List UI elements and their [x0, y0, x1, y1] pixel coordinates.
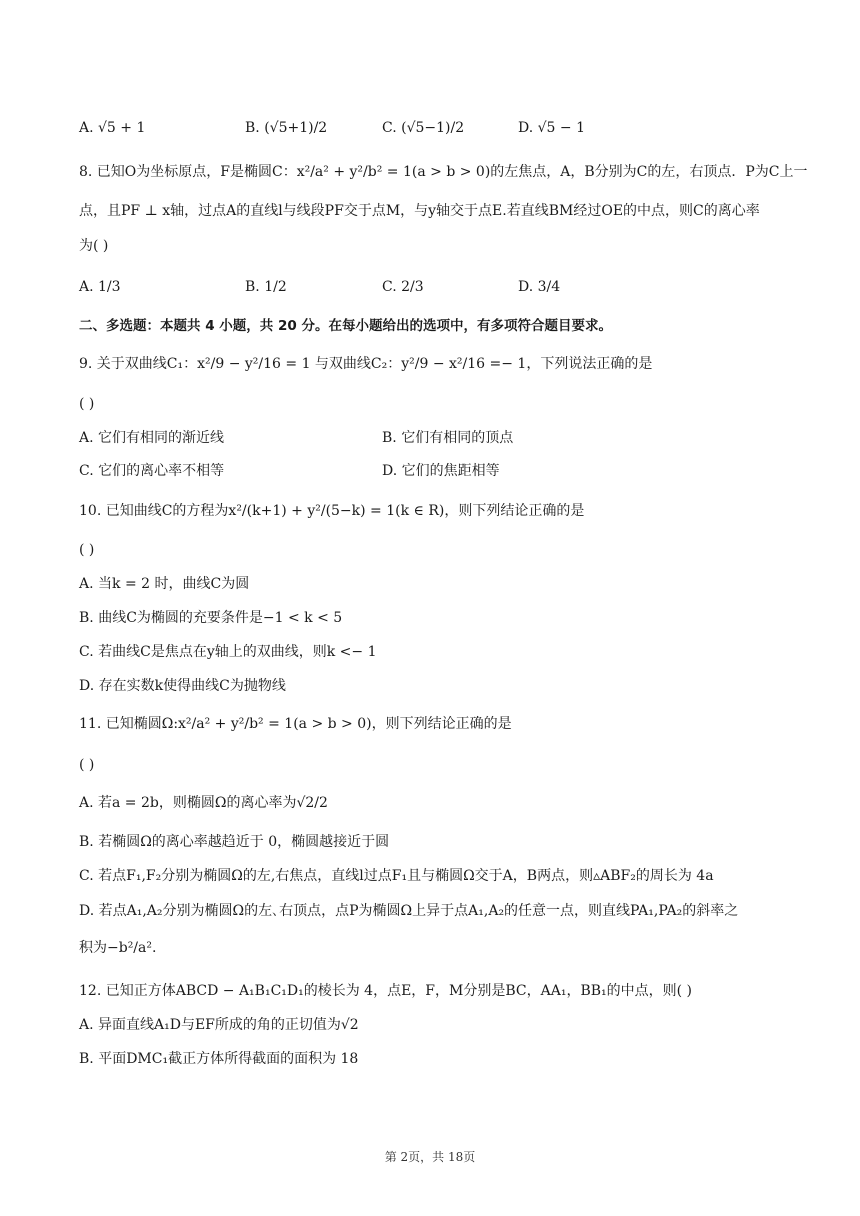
q12-option-a: A. 异面直线A₁D与EF所成的角的正切值为√2: [79, 1017, 359, 1033]
q11-option-c: C. 若点F₁,F₂分别为椭圆Ω的左,右焦点，直线l过点F₁且与椭圆Ω交于A，B两点，则▵ABF₂的周长为 4a: [79, 868, 714, 884]
section-heading: 二、多选题：本题共 4 小题，共 20 分。在每小题给出的选项中，有多项符合题目要求。: [79, 318, 612, 334]
q11-paren: ( ): [79, 757, 95, 773]
q12-option-b: B. 平面DMC₁截正方体所得截面的面积为 18: [79, 1051, 359, 1067]
q8-option-c: C. 2/3: [382, 279, 424, 295]
q10-option-d: D. 存在实数k使得曲线C为抛物线: [79, 678, 286, 694]
q8-stem-line1: 8. 已知O为坐标原点，F是椭圆C：x²/a² + y²/b² = 1(a > b > 0)的左焦点，A，B分别为C的左，右顶点．P为C上一: [79, 164, 808, 180]
q11-stem: 11. 已知椭圆Ω:x²/a² + y²/b² = 1(a > b > 0)，则下列结论正确的是: [79, 716, 512, 732]
q7-option-b: B. (√5+1)/2: [245, 120, 328, 136]
q10-option-c: C. 若曲线C是焦点在y轴上的双曲线，则k <− 1: [79, 644, 377, 660]
q11-option-b: B. 若椭圆Ω的离心率越趋近于 0，椭圆越接近于圆: [79, 834, 390, 850]
q11-option-d-line2: 积为−b²/a².: [79, 940, 157, 956]
q7-option-a: A. √5 + 1: [79, 120, 146, 136]
q7-option-d: D. √5 − 1: [518, 120, 585, 136]
q8-option-a: A. 1/3: [79, 279, 121, 295]
q9-option-c: C. 它们的离心率不相等: [79, 463, 225, 479]
q11-option-a: A. 若a = 2b，则椭圆Ω的离心率为√2/2: [79, 795, 328, 811]
q8-stem-line3: 为( ): [79, 238, 109, 254]
q10-option-b: B. 曲线C为椭圆的充要条件是−1 < k < 5: [79, 610, 343, 626]
q11-option-d-line1: D. 若点A₁,A₂分别为椭圆Ω的左､右顶点，点P为椭圆Ω上异于点A₁,A₂的任意一点，则直线PA₁,PA₂的斜率之: [79, 903, 739, 919]
q9-paren: ( ): [79, 396, 95, 412]
q9-option-b: B. 它们有相同的顶点: [382, 430, 514, 446]
q9-option-d: D. 它们的焦距相等: [382, 463, 500, 479]
q8-option-d: D. 3/4: [518, 279, 561, 295]
q10-option-a: A. 当k = 2 时，曲线C为圆: [79, 576, 250, 592]
page-footer: 第 2页，共 18页: [384, 1150, 476, 1164]
q12-stem: 12. 已知正方体ABCD − A₁B₁C₁D₁的棱长为 4，点E，F，M分别是BC，AA₁，BB₁的中点，则( ): [79, 983, 693, 999]
q8-option-b: B. 1/2: [245, 279, 287, 295]
q9-stem: 9. 关于双曲线C₁：x²/9 − y²/16 = 1 与双曲线C₂：y²/9 − x²/16 =− 1，下列说法正确的是: [79, 356, 653, 372]
q7-option-c: C. (√5−1)/2: [382, 120, 465, 136]
q8-stem-line2: 点，且PF ⊥ x轴，过点A的直线l与线段PF交于点M，与y轴交于点E.若直线BM经过OE的中点，则C的离心率: [79, 203, 760, 219]
q9-option-a: A. 它们有相同的渐近线: [79, 430, 225, 446]
q10-stem: 10. 已知曲线C的方程为x²/(k+1) + y²/(5−k) = 1(k ∈ R)，则下列结论正确的是: [79, 503, 585, 519]
q10-paren: ( ): [79, 542, 95, 558]
